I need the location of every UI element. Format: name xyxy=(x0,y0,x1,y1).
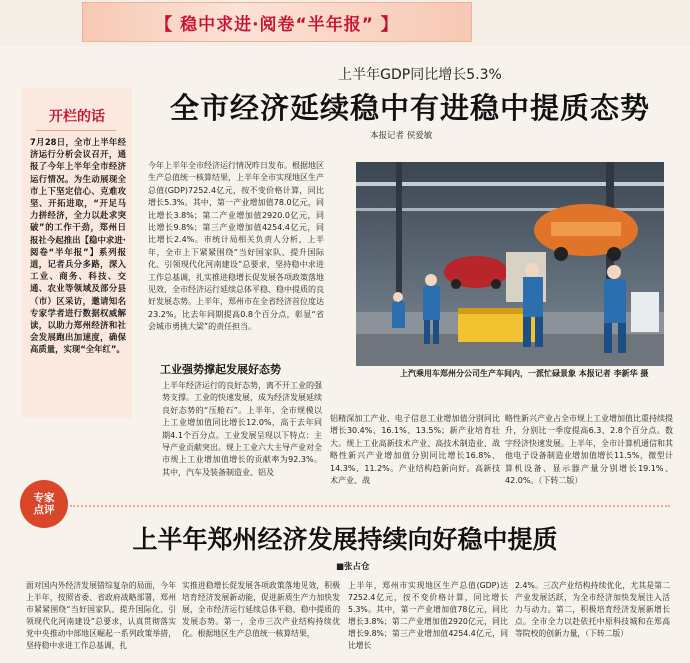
editor-note-divider xyxy=(36,130,116,131)
column-banner xyxy=(0,0,690,46)
expert-comment-badge-line-1: 专家 xyxy=(33,492,55,504)
section-divider xyxy=(70,505,670,507)
article-headline: 全市经济延续稳中有进稳中提质态势 xyxy=(169,91,650,125)
photo-caption: 上汽乘用车郑州分公司生产车间内，一派忙碌景象 本报记者 李新华 摄 xyxy=(400,369,649,378)
editor-note-title: 开栏的话 xyxy=(49,109,105,125)
commentary-column-2: 实推进稳增长促发展各项政策落地见效，积极培育经济发展新动能，促进新质生产力加快发展，全市经济运行延续总体平稳、稳中提质的发展态势。第一，全市三次产业结构持续优化。根据地区生产总值统一核算结果， xyxy=(182,581,340,638)
commentary-column-4: 2.4%。三次产业结构持续优化，尤其是第二产业发展活跃，为全市经济加快发展注入活力与动力。第二，积极培育经济发展新增长点。全市全力以赴依托中原科技城和在郑高等院校的创新力量，（下转二版） xyxy=(515,581,670,638)
column-banner-title: 【 稳中求进·阅卷“半年报” 】 xyxy=(82,2,472,42)
expert-comment-badge-line-2: 点评 xyxy=(33,504,55,516)
expert-comment-badge xyxy=(20,480,68,528)
editor-note-sidebar xyxy=(22,88,132,418)
article-body-column-1b: 上半年经济运行的良好态势，离不开工业的强势支撑。工业的快速发展，成为经济发展延续良好态势的“压舱石”。上半年，全市规模以上工业增加值同比增长12.0%，高于去年同期4.1个百分点。工业发展呈现以下特点：主导产业贡献突出。规上工业六大主导产业对全市规上工业增加值增长的贡献率为92.3%。其中，汽车及装备制造业、铝及 xyxy=(162,381,322,477)
commentary-byline: ■张占仓 xyxy=(336,562,370,572)
commentary-column-1: 面对国内外经济发展错综复杂的局面，今年上半年，按照省委、省政府战略部署，郑州市紧紧围绕“当好国家队、提升国际化、引领现代化河南建设”总要求，认真贯彻落实党中央推动中部地区崛起一系列政策举措，坚持稳中求进工作总基调，扎 xyxy=(26,581,176,650)
editor-note-body: 7月28日，全市上半年经济运行分析会议召开，通报了今年上半年全市经济运行情况。为生动展现全市上下坚定信心、克难攻坚、开拓进取，“开足马力拼经济，全力以赴求突破”的工作干劲，郑州日报社今起推出【稳中求进·阅卷“半年报”】系列报道，记者兵分多路，深入工业、商务、科技、交通、农业等领域及部分县（市）区采访，邀请知名专家学者进行数据权威解读，以助力郑州经济和社会发展跑出加速度，确保高质量，实现“全年红”。 xyxy=(30,137,126,355)
article-subsection-title: 工业强势撑起发展好态势 xyxy=(160,363,281,376)
factory-photo xyxy=(356,162,664,366)
article-body-column-1: 今年上半年全市经济运行情况昨日发布。根据地区生产总值统一核算结果，上半年全市实现地区生产总值(GDP)7252.4亿元，按不变价格计算，同比增长5.3%。其中，第一产业增加值78.0亿元，同比增长3.8%；第二产业增加值2920.0亿元，同比增长9.8%；第三产业增加值4254.4亿元，同比增长2.4%。市统计局相关负责人分析，上半年，全市上下紧紧围绕“当好国家队、提升国际化、引领现代化河南建设”总要求，坚持稳中求进工作总基调，扎实推进稳增长促发展各项政策落地见效，全市经济运行延续总体平稳、稳中提质的良好发展态势。上半年，郑州市在全省经济首位度达23.2%，比去年同期提高0.8个百分点，彰显“省会城市勇挑大梁”的责任担当。 xyxy=(148,161,324,332)
commentary-headline: 上半年郑州经济发展持续向好稳中提质 xyxy=(132,525,558,554)
commentary-column-3: 上半年，郑州市实现地区生产总值(GDP)达7252.4亿元，按不变价格计算，同比增长5.3%。其中，第一产业增加值78亿元，同比增长3.8%；第二产业增加值2920亿元，同比增长9.8%；第三产业增加值4254.4亿元，同比增长 xyxy=(348,581,508,650)
article-subhead: 上半年GDP同比增长5.3% xyxy=(338,67,502,83)
article-body-column-2: 铝精深加工产业、电子信息工业增加值分别同比增长30.4%、16.1%、13.5%；新产业培育壮大。规上工业高新技术产业、高技术制造业、战略性新兴产业增加值分别同比增长16.8%、14.3%、11.2%。产业结构趋新向好。高新技术产业、战 xyxy=(330,414,500,486)
article-body-column-3: 略性新兴产业占全市规上工业增加值比重持续提升，分别比一季度提高6.3、2.8个百分点。数字经济快速发展。上半年，全市计算机通信和其他电子设备制造业增加值增长11.5%，微型计算机设备、显示器产量分别增长19.1%、42.0%。（下转二版） xyxy=(505,414,673,486)
factory-photo-illustration xyxy=(356,162,664,366)
article-byline: 本报记者 侯爱敏 xyxy=(370,131,433,141)
